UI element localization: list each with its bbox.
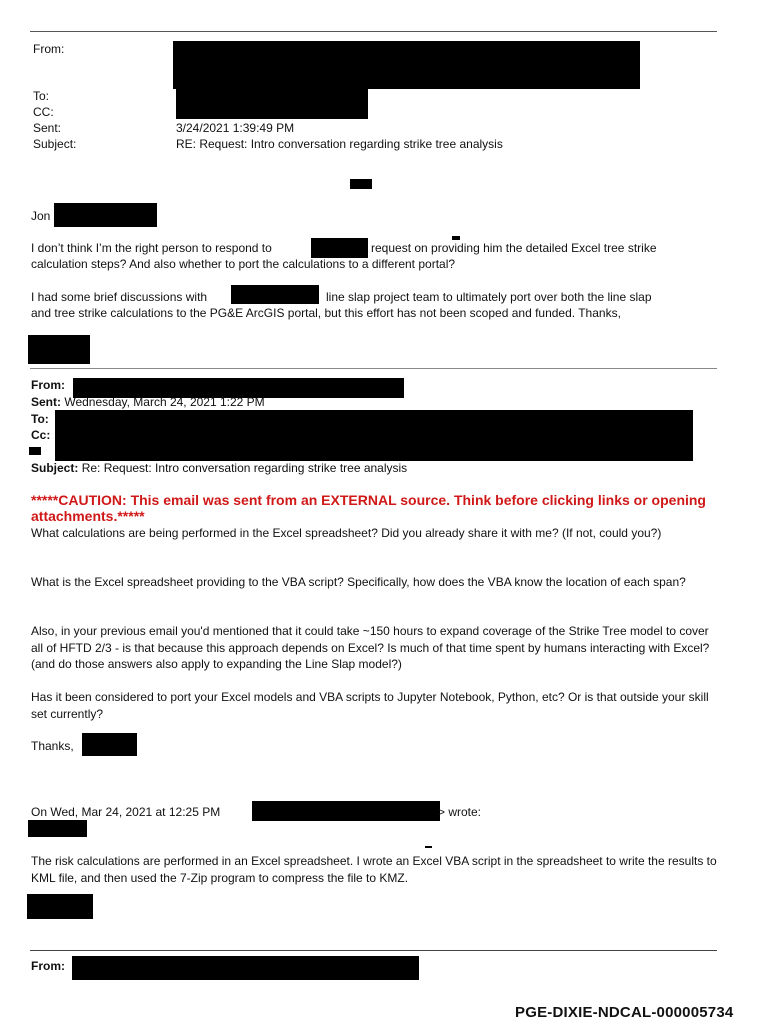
redaction-p1-name [311, 238, 368, 258]
reply-p1-a: I don’t think I’m the right person to respond to [31, 241, 272, 255]
quoted-on-b: > wrote: [438, 805, 482, 819]
redaction-p2-name [231, 285, 319, 304]
redaction-fwd-to-cc [55, 410, 693, 461]
bates-number: PGE-DIXIE-NDCAL-000005734 [515, 1004, 734, 1021]
fwd-subject-value: Re: Request: Intro conversation regarding strike tree analysis [81, 461, 408, 475]
redaction-fwd-mark [29, 447, 41, 455]
quoted-on-a: On Wed, Mar 24, 2021 at 12:25 PM [31, 805, 221, 819]
reply-p2-c: and tree strike calculations to the PG&E ArcGIS portal, but this effort has not been scoped and funded. Thanks, [31, 306, 621, 320]
fwd-subject-label: Subject: [31, 461, 79, 475]
header-sent-value: 3/24/2021 1:39:49 PM [176, 121, 295, 135]
redaction-small-1 [350, 179, 372, 189]
redaction-quoted-greeting [28, 820, 87, 837]
header-sent-label: Sent: [33, 121, 62, 135]
quoted-body: The risk calculations are performed in an Excel spreadsheet. I wrote an Excel VBA script in the spreadsheet to write the results to KML file, and then used the 7-Zip program to compress the file to KMZ. [31, 854, 717, 885]
footer-from-label: From: [31, 959, 65, 973]
redaction-signature-1 [28, 335, 90, 364]
external-caution-banner: *****CAUTION: This email was sent from an EXTERNAL source. Think before clicking links or opening attachments.***** [31, 492, 706, 524]
reply-p1-b: request on providing him the detailed Excel tree strike [371, 241, 657, 255]
forward-rule [30, 368, 717, 369]
header-subject-value: RE: Request: Intro conversation regarding strike tree analysis [176, 137, 503, 151]
reply-greeting: Jon [31, 209, 51, 223]
header-to-label: To: [33, 89, 50, 103]
header-from-label: From: [33, 42, 65, 56]
top-rule [30, 31, 717, 32]
bottom-rule [30, 950, 717, 951]
fwd-to-label: To: [31, 412, 49, 426]
redaction-mark-2 [425, 846, 432, 848]
header-cc-label: CC: [33, 105, 54, 119]
redaction-fwd-signature [82, 733, 137, 756]
header-subject-label: Subject: [33, 137, 77, 151]
reply-p1-c: calculation steps? And also whether to port the calculations to a different portal? [31, 257, 456, 271]
fwd-sent-value: Wednesday, March 24, 2021 1:22 PM [64, 395, 265, 409]
fwd-cc-label: Cc: [31, 428, 51, 442]
redaction-quoted-sender [252, 801, 440, 821]
redaction-to-cc [176, 88, 368, 119]
reply-p2-a: I had some brief discussions with [31, 290, 208, 304]
redaction-signature-2 [27, 894, 93, 919]
redaction-from [173, 41, 640, 89]
fwd-sent-row [31, 394, 265, 410]
fwd-from-label: From: [31, 378, 65, 392]
redaction-footer-from [72, 956, 419, 980]
fwd-question-1: What calculations are being performed in the Excel spreadsheet? Did you already share it with me? (If not, could you?) [31, 526, 662, 540]
fwd-question-2: What is the Excel spreadsheet providing to the VBA script? Specifically, how does the VBA know the location of each span? [31, 575, 686, 589]
redaction-greeting-name [54, 203, 157, 227]
fwd-subject-row [31, 460, 407, 476]
fwd-thanks: Thanks, [31, 739, 74, 753]
fwd-question-3: Also, in your previous email you'd mentioned that it could take ~150 hours to expand coverage of the Strike Tree model to cover all of HFTD 2/3 - is that because this approach depends on Excel? Is much of that time spent by humans interacting with Excel? (and do those answers also apply to expanding the Line Slap model?) [31, 624, 710, 671]
fwd-sent-label: Sent: [31, 395, 61, 409]
fwd-question-4: Has it been considered to port your Excel models and VBA scripts to Jupyter Notebook, Python, etc? Or is that outside your skill set currently? [31, 690, 709, 721]
reply-p2-b: line slap project team to ultimately port over both the line slap [326, 290, 652, 304]
